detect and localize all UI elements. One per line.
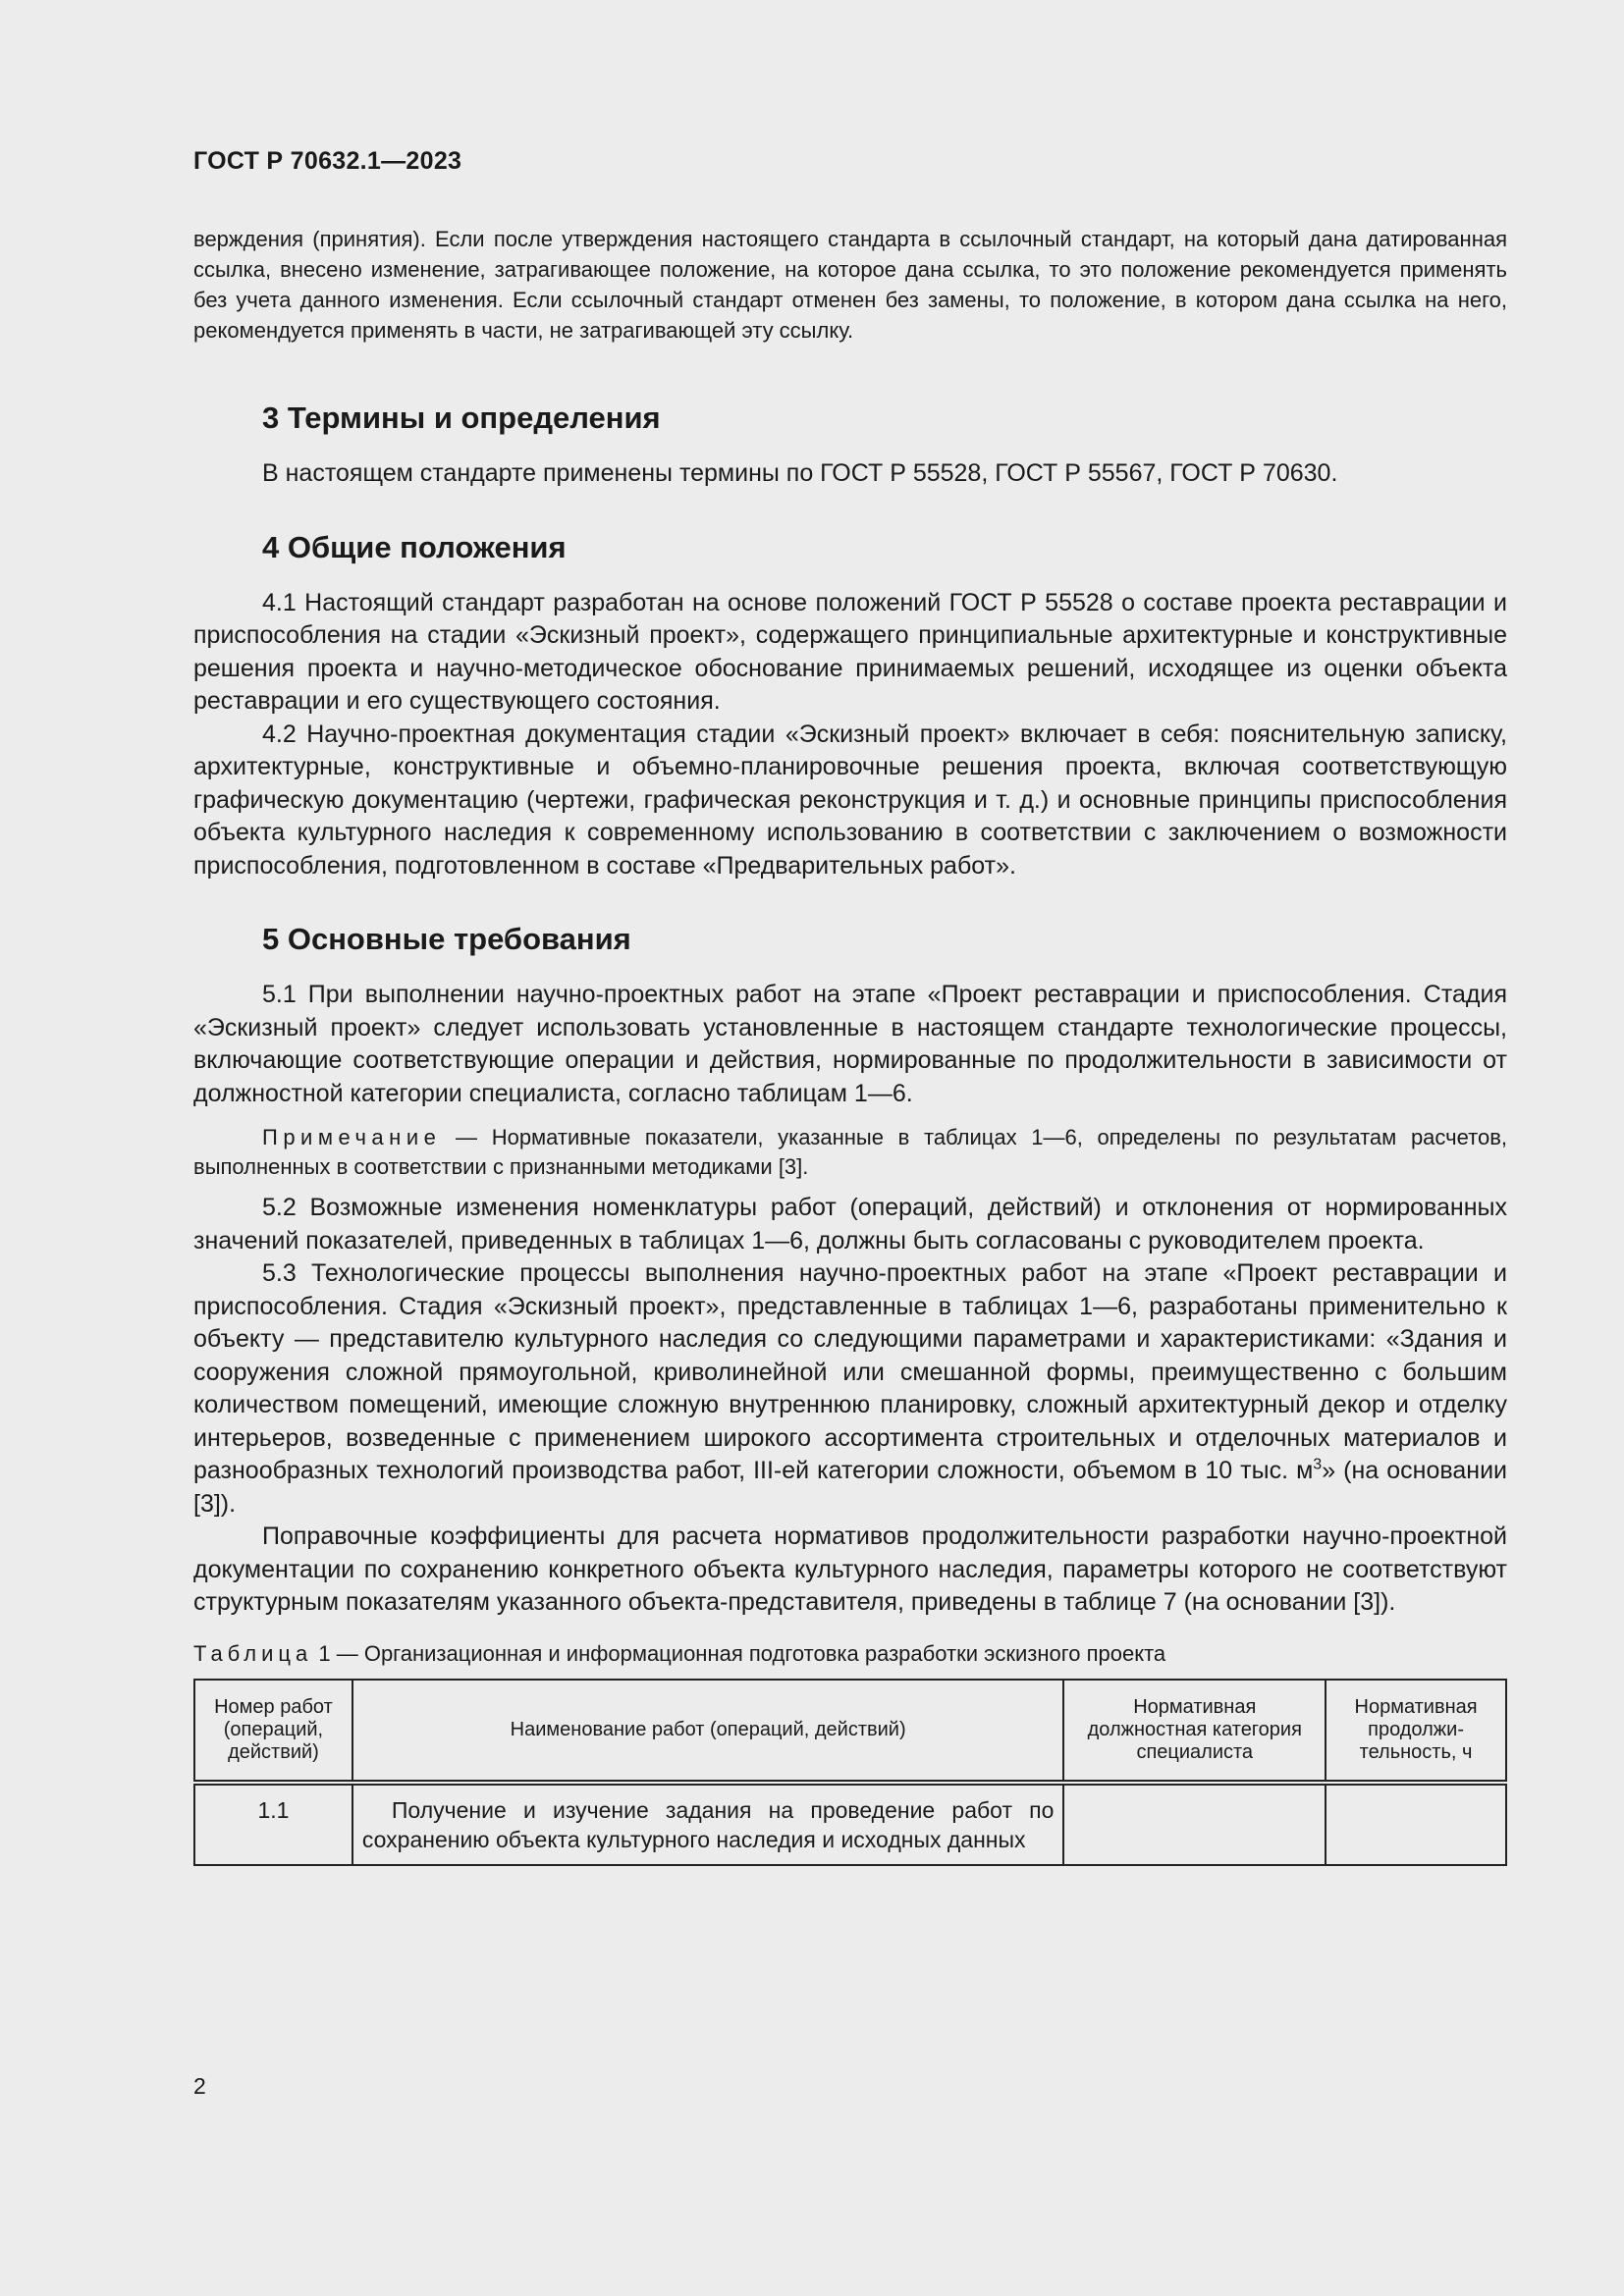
paragraph-5-3-text: 5.3 Технологические процессы выполнения научно-проектных работ на этапе «Проект реставрации и приспособления. Стадия «Эскизный проект», представленные в таблицах 1—6, разработаны применительно к объекту — представителю культурного наследия со следующими параметрами и характеристиками: «Здания и сооружения сложной прямоугольной, криволинейной или смешанной формы, преимущественно с большим количеством помещений, имеющие сложную внутреннюю планировку, сложный архитектурный декор и отделку интерьеров, возведенные с применением широкого ассортимента строительных и отделочных материалов и разнообразных технологий производства работ, III-ей категории сложности, объемом в 10 тыс. м: [193, 1259, 1507, 1484]
table-1: [193, 1679, 1507, 1866]
table-row: [194, 1783, 1506, 1865]
document-content: [193, 224, 1507, 1866]
paragraph-4-1: 4.1 Настоящий стандарт разработан на основе положений ГОСТ Р 55528 о составе проекта реставрации и приспособления на стадии «Эскизный проект», содержащего принципиальные архитектурные и конструктивные решения проекта и научно-методическое обоснование принимаемых решений, исходящее из оценки объекта реставрации и его существующего состояния.: [193, 588, 1507, 715]
superscript-cubed: 3: [1313, 1456, 1323, 1473]
table-1-caption: [193, 1641, 1507, 1667]
header-duration: Нормативная продолжи-тельность, ч: [1326, 1680, 1506, 1783]
paragraph-5-3-tail: » (на основании [3]).: [193, 1457, 1507, 1518]
header-specialist-category: Нормативная должностная категория специалиста: [1063, 1680, 1326, 1783]
table-caption-label: Таблица: [193, 1640, 313, 1666]
cell-duration: [1326, 1783, 1506, 1865]
page-number: 2: [193, 2073, 206, 2099]
intro-paragraph: верждения (принятия). Если после утверждения настоящего стандарта в ссылочный стандарт, на который дана датированная ссылка, внесено изменение, затрагивающее положение, на которое дана ссылка, то это положение рекомендуется применять без учета данного изменения. Если ссылочный стандарт отменен без замены, то положение, в котором дана ссылка на него, рекомендуется применять в части, не затрагивающей эту ссылку.: [193, 227, 1507, 343]
note-paragraph: [193, 1123, 1507, 1182]
section-heading-requirements: 5 Основные требования: [262, 922, 631, 956]
note-text: — Нормативные показатели, указанные в таблицах 1—6, определены по результатам расчетов, выполненных в соответствии с признанными методиками [3].: [193, 1125, 1507, 1179]
cell-work-name: Получение и изучение задания на проведение работ по сохранению объекта культурного наследия и исходных данных: [352, 1783, 1064, 1865]
table-header-row: [194, 1680, 1506, 1783]
cell-specialist-category: [1063, 1783, 1326, 1865]
note-label: Примечание: [262, 1125, 442, 1149]
cell-work-number: 1.1: [194, 1783, 352, 1865]
header-work-number: Номер работ (операций, действий): [194, 1680, 352, 1783]
paragraph-5-2: 5.2 Возможные изменения номенклатуры работ (операций, действий) и отклонения от нормированных значений показателей, приведенных в таблицах 1—6, должны быть согласованы с руководителем проекта.: [193, 1194, 1507, 1255]
paragraph-4-2: 4.2 Научно-проектная документация стадии «Эскизный проект» включает в себя: пояснительную записку, архитектурные, конструктивные и объемно-планировочные решения проекта, включая соответствующую графическую документацию (чертежи, графическая реконструкция и т. д.) и основные принципы приспособления объекта культурного наследия к современному использованию в соответствии с заключением о возможности приспособления, подготовленном в составе «Предварительных работ».: [193, 720, 1507, 880]
paragraph-5-3: [193, 1257, 1507, 1521]
paragraph-5-1: 5.1 При выполнении научно-проектных работ на этапе «Проект реставрации и приспособления. Стадия «Эскизный проект» следует использовать установленные в настоящем стандарте технологические процессы, включающие соответствующие операции и действия, нормированные по продолжительности в зависимости от должностной категории специалиста, согласно таблицам 1—6.: [193, 981, 1507, 1107]
paragraph-correction-coefficients: Поправочные коэффициенты для расчета нормативов продолжительности разработки научно-проектной документации по сохранению конкретного объекта культурного наследия, параметры которого не соответствуют структурным показателям указанного объекта-представителя, приведены в таблице 7 (на основании [3]).: [193, 1522, 1507, 1616]
terms-paragraph: В настоящем стандарте применены термины по ГОСТ Р 55528, ГОСТ Р 55567, ГОСТ Р 70630.: [262, 459, 1338, 487]
document-header-title: ГОСТ Р 70632.1—2023: [193, 147, 462, 175]
section-heading-general: 4 Общие положения: [262, 529, 567, 564]
section-heading-terms: 3 Термины и определения: [262, 400, 661, 435]
header-work-name: Наименование работ (операций, действий): [352, 1680, 1064, 1783]
table-caption-text: 1 — Организационная и информационная подготовка разработки эскизного проекта: [312, 1640, 1166, 1666]
